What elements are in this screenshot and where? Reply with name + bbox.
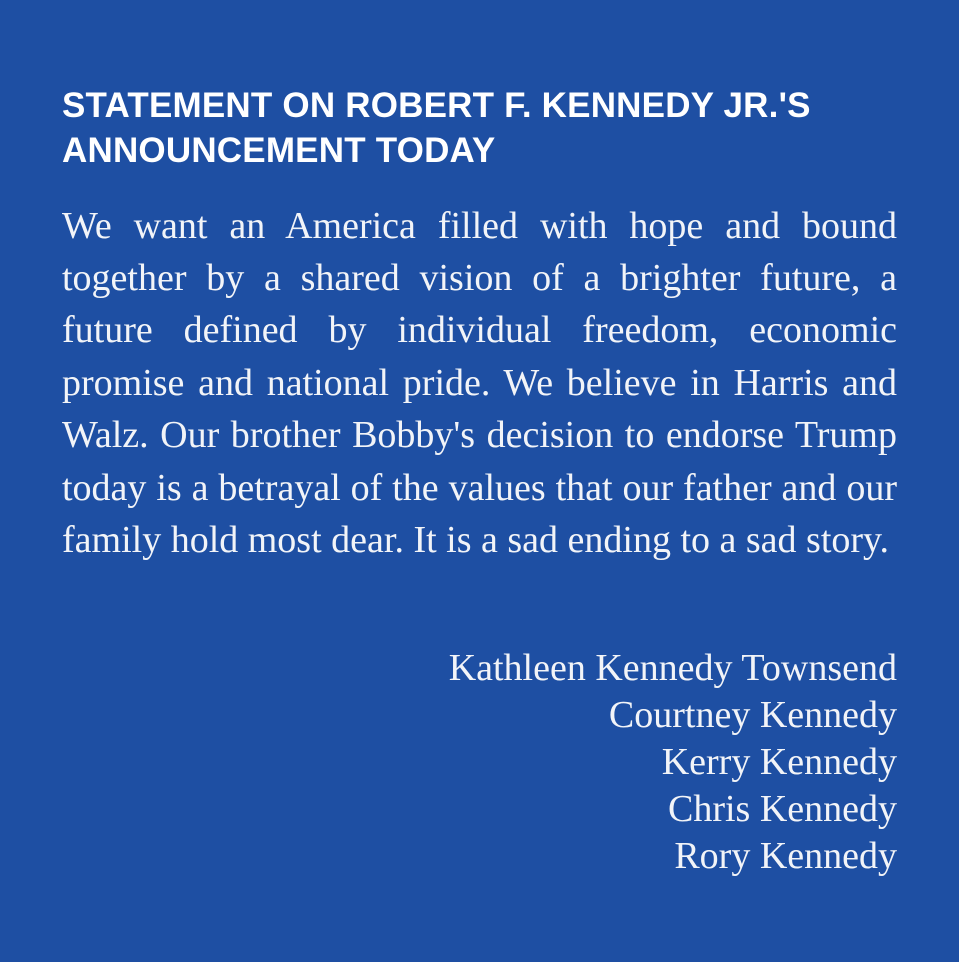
signatory-list <box>62 645 897 881</box>
statement-body: We want an America filled with hope and bound together by a shared vision of a brighter future, a future defined by individual freedom, economic promise and national pride. We believe in Harris and Walz. Our brother Bobby's decision to endorse Trump today is a betrayal of the values that our father and our family hold most dear. It is a sad ending to a sad story. <box>62 204 897 562</box>
list-item: Chris Kennedy <box>667 787 897 830</box>
list-item: Rory Kennedy <box>674 835 897 878</box>
page-title: STATEMENT ON ROBERT F. KENNEDY JR.'S ANNOUNCEMENT TODAY <box>62 86 811 170</box>
list-item: Kerry Kennedy <box>661 740 897 783</box>
list-item: Kathleen Kennedy Townsend <box>448 646 897 689</box>
list-item: Courtney Kennedy <box>608 693 897 736</box>
